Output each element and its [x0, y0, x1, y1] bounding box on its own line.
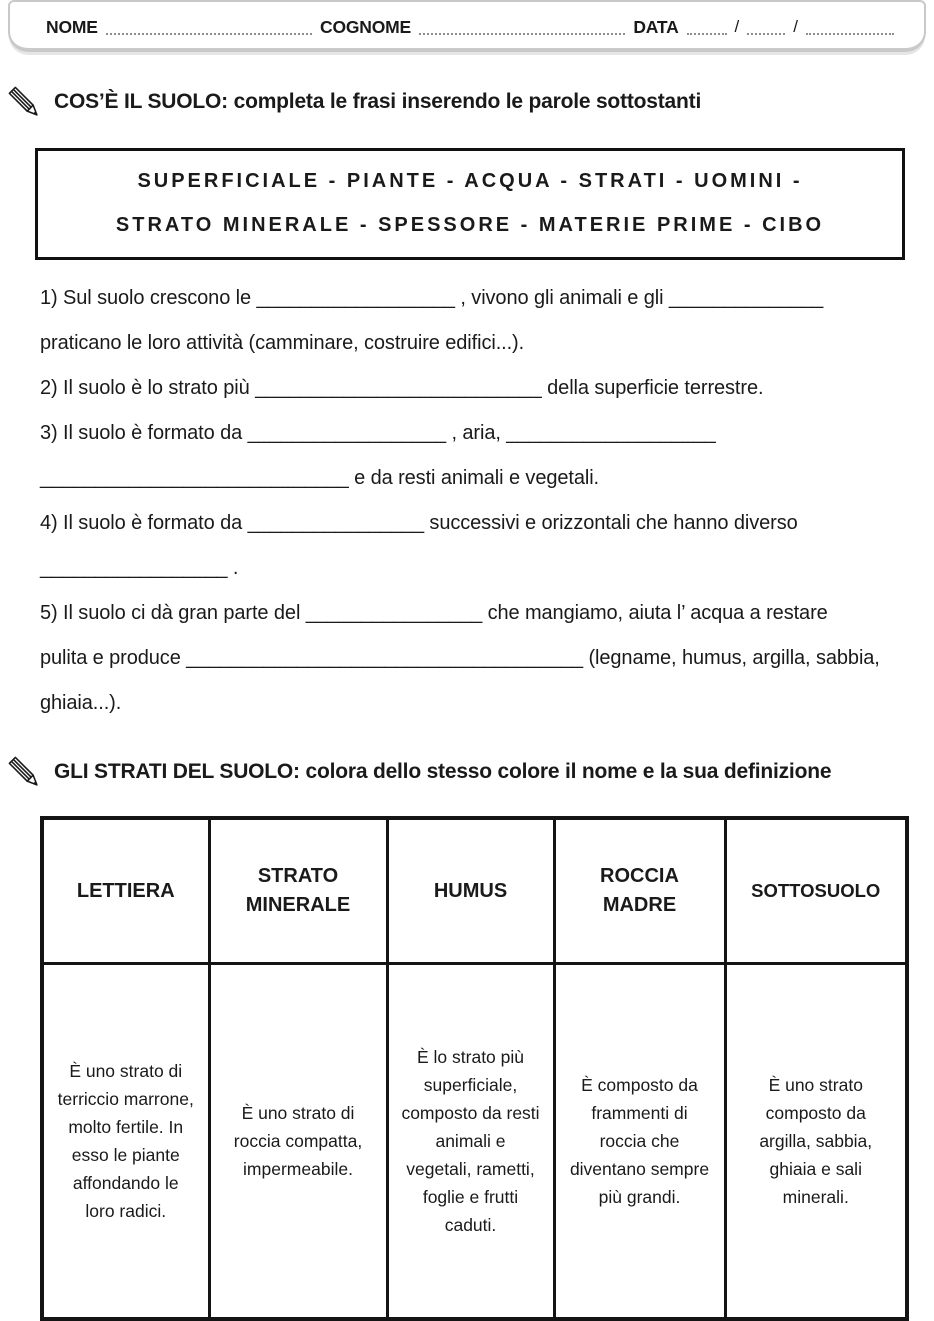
section-2-header — [4, 756, 926, 794]
fill-line-1: 1) Sul suolo crescono le __________________ , vivono gli animali e gli ______________ — [40, 287, 824, 309]
fill-line-6: 4) Il suolo è formato da ________________ successivi e orizzontali che hanno diverso — [40, 512, 798, 534]
table-definition-row — [42, 964, 907, 1320]
fill-in-sentences — [40, 276, 934, 726]
pencil-icon — [4, 82, 46, 124]
table-definition-strato-minerale: È uno strato di roccia compatta, impermeabile. — [209, 964, 387, 1320]
name-label: NOME — [46, 16, 98, 37]
section-1-title: COS’È IL SUOLO: completa le frasi inserendo le parole sottostanti — [54, 90, 702, 113]
section-1-header — [4, 86, 926, 124]
fill-line-4: 3) Il suolo è formato da __________________ , aria, ___________________ — [40, 422, 716, 444]
date-label: DATA — [633, 16, 679, 37]
fill-line-5: ____________________________ e da resti animali e vegetali. — [40, 467, 600, 489]
section-2-title: GLI STRATI DEL SUOLO: colora dello stesso colore il nome e la sua definizione — [54, 760, 832, 783]
fill-line-10: ghiaia...). — [40, 692, 122, 714]
pencil-icon — [4, 752, 46, 794]
table-header-row — [42, 818, 907, 964]
fill-line-9: pulita e produce ____________________________________ (legname, humus, argilla, sabbia, — [40, 647, 880, 669]
table-header-strato-minerale: STRATO MINERALE — [209, 818, 387, 964]
fill-line-2: praticano le loro attività (camminare, costruire edifici...). — [40, 332, 525, 354]
table-definition-lettiera: È uno strato di terriccio marrone, molto fertile. In esso le piante affondando le loro radici. — [42, 964, 209, 1320]
word-bank-line-1: SUPERFICIALE - PIANTE - ACQUA - STRATI - UOMINI - — [137, 170, 803, 192]
date-day-write-line — [687, 20, 727, 35]
table-header-humus: HUMUS — [387, 818, 554, 964]
table-header-sottosuolo: SOTTOSUOLO — [725, 818, 907, 964]
table-header-lettiera: LETTIERA — [42, 818, 209, 964]
word-bank-box — [35, 148, 905, 260]
date-separator: / — [734, 17, 740, 36]
date-year-write-line — [806, 20, 894, 35]
fill-line-7: _________________ . — [40, 557, 239, 579]
fill-line-3: 2) Il suolo è lo strato più __________________________ della superficie terrestre. — [40, 377, 764, 399]
table-definition-roccia-madre: È composto da frammenti di roccia che diventano sempre più grandi. — [554, 964, 725, 1320]
surname-label: COGNOME — [320, 16, 411, 37]
word-bank-line-2: STRATO MINERALE - SPESSORE - MATERIE PRIME - CIBO — [115, 214, 825, 236]
table-definition-sottosuolo: È uno strato composto da argilla, sabbia, ghiaia e sali minerali. — [725, 964, 907, 1320]
strati-table — [40, 816, 909, 1321]
table-header-roccia-madre: ROCCIA MADRE — [554, 818, 725, 964]
table-definition-humus: È lo strato più superficiale, composto da resti animali e vegetali, rametti, foglie e frutti caduti. — [387, 964, 554, 1320]
name-write-line — [106, 20, 312, 35]
surname-write-line — [419, 20, 625, 35]
fill-line-8: 5) Il suolo ci dà gran parte del ________________ che mangiamo, aiuta l’ acqua a restare — [40, 602, 828, 624]
date-separator: / — [793, 17, 799, 36]
date-month-write-line — [747, 20, 785, 35]
student-info-header — [8, 0, 926, 52]
